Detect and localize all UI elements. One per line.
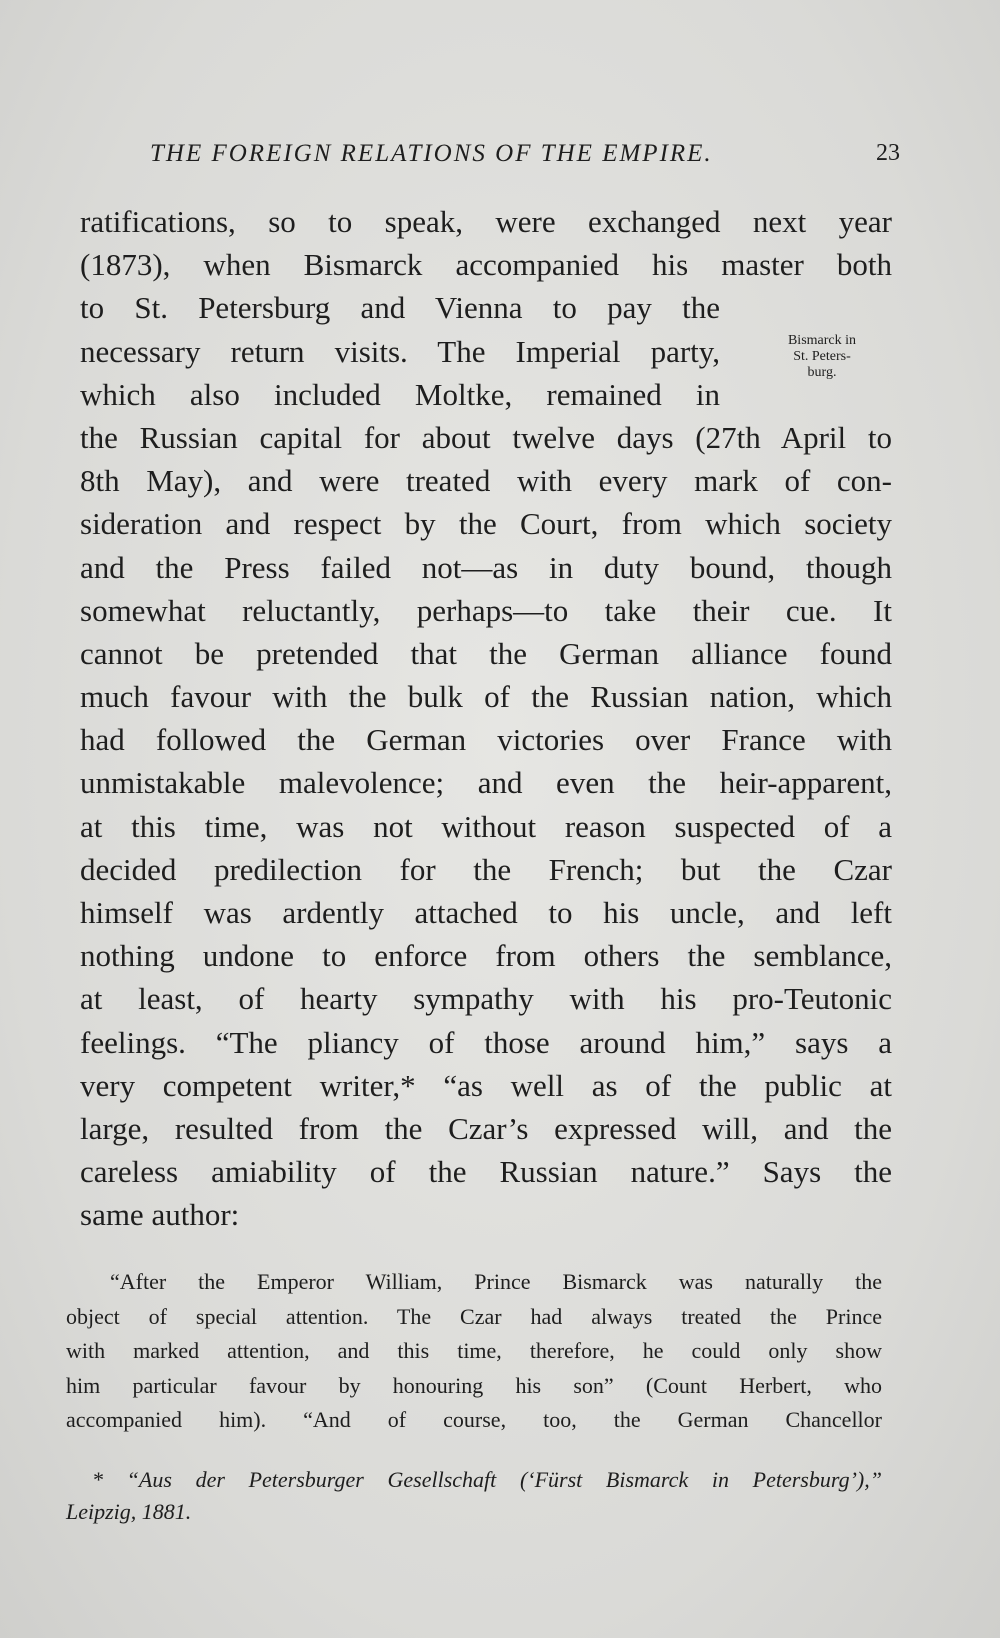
text-line: much favour with the bulk of the Russian nation, which (80, 679, 892, 715)
text-line: at this time, was not without reason suspected of a (80, 808, 892, 844)
page-number: 23 (876, 140, 900, 166)
quote-line: “After the Emperor William, Prince Bismarck was naturally the (110, 1269, 882, 1294)
text-line: ratifications, so to speak, were exchanged next year (80, 204, 892, 239)
text-line: and the Press failed not—as in duty bound, though (80, 549, 892, 585)
margin-note-line: Bismarck in (787, 333, 857, 348)
block-quote (66, 1265, 882, 1438)
text-line: decided predilection for the French; but the Czar (80, 851, 892, 887)
text-line: same author: (80, 1197, 240, 1233)
text-line: large, resulted from the Czar’s expressed will, and the (80, 1110, 892, 1146)
running-title: THE FOREIGN RELATIONS OF THE EMPIRE. (150, 140, 713, 167)
text-line: very competent writer,* “as well as of the public at (80, 1067, 892, 1103)
footnote-place-year: Leipzig, 1881. (66, 1499, 192, 1524)
text-line: to St. Petersburg and Vienna to pay the (80, 290, 720, 326)
footnote-citation: * “Aus der Petersburger Gesellschaft (‘Fürst Bismarck in Petersburg’),” (92, 1467, 882, 1492)
text-line: which also included Moltke, remained in (80, 376, 720, 412)
text-line: feelings. “The pliancy of those around him,” says a (80, 1024, 892, 1060)
text-line: cannot be pretended that the German alliance found (80, 635, 892, 671)
text-line: the Russian capital for about twelve days (27th April to (80, 419, 892, 455)
text-line: somewhat reluctantly, perhaps—to take their cue. It (80, 592, 892, 628)
footnote-line (66, 1496, 882, 1528)
running-header (150, 140, 900, 168)
footnote (66, 1464, 882, 1528)
text-line: (1873), when Bismarck accompanied his master both (80, 247, 892, 283)
footnote-line (66, 1464, 882, 1496)
text-line: 8th May), and were treated with every mark of con- (80, 463, 892, 499)
text-line: at least, of hearty sympathy with his pro-Teutonic (80, 981, 892, 1017)
quote-line: with marked attention, and this time, therefore, he could only show (66, 1338, 882, 1363)
margin-note-line: St. Peters- (793, 349, 851, 364)
quote-line: object of special attention. The Czar had always treated the Prince (66, 1303, 882, 1329)
margin-note-line: burg. (807, 365, 837, 380)
text-line: unmistakable malevolence; and even the heir-apparent, (80, 765, 892, 801)
text-line: necessary return visits. The Imperial party, (80, 333, 720, 369)
text-line: sideration and respect by the Court, from which society (80, 506, 892, 542)
text-line: careless amiability of the Russian nature.” Says the (80, 1154, 892, 1190)
main-text (80, 200, 892, 1237)
quote-line: accompanied him). “And of course, too, the German Chancellor (66, 1407, 882, 1432)
text-line: nothing undone to enforce from others the semblance, (80, 938, 892, 974)
text-line: had followed the German victories over France with (80, 722, 892, 758)
quote-line: him particular favour by honouring his son” (Count Herbert, who (66, 1372, 882, 1398)
text-line: himself was ardently attached to his uncle, and left (80, 895, 892, 930)
